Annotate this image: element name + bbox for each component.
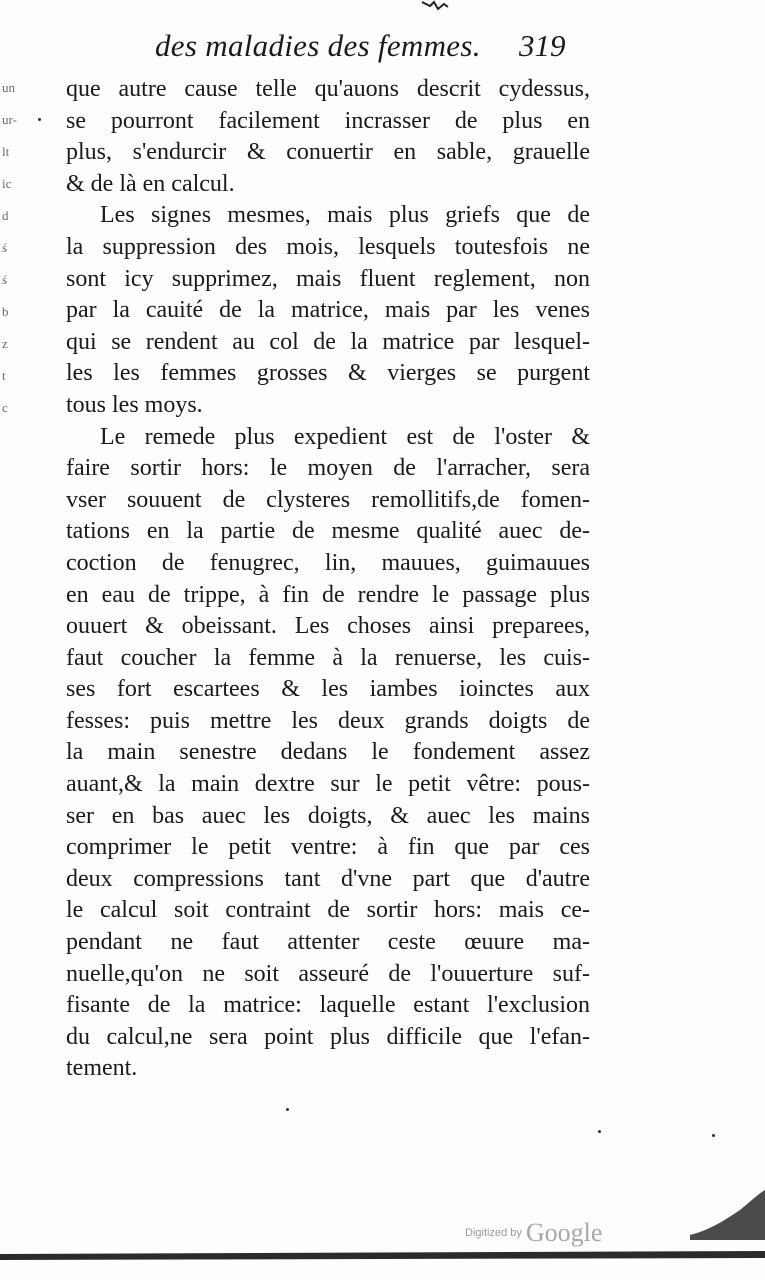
margin-fragment: c: [2, 400, 8, 415]
running-title: des maladies des femmes.: [155, 28, 481, 63]
text-line: comprimer le petit ventre: à fin que par ces: [66, 834, 590, 861]
text-line: auant,& la main dextre sur le petit vêtre: pous-: [66, 771, 590, 798]
text-line: faire sortir hors: le moyen de l'arracher, sera: [66, 455, 590, 482]
text-line: vser souuent de clysteres remollitifs,de fomen-: [66, 486, 590, 513]
text-line: la suppression des mois, lesquels toutesfois ne: [66, 233, 590, 260]
text-line: plus, s'endurcir & conuertir en sable, grauelle: [66, 139, 590, 166]
ink-speck: [598, 1130, 601, 1133]
margin-fragment: lt: [2, 144, 10, 159]
text-line: du calcul,ne sera point plus difficile que l'efan-: [66, 1023, 590, 1050]
body-text: [66, 74, 590, 1085]
text-line: que autre cause telle qu'auons descrit cydessus,: [66, 76, 590, 102]
text-line: & de là en calcul.: [66, 170, 235, 197]
google-wordmark: Google: [525, 1218, 603, 1247]
page-number: 319: [519, 28, 566, 63]
text-line: fesses: puis mettre les deux grands doigts de: [66, 707, 590, 734]
digitized-by-label: Digitized by: [465, 1227, 522, 1239]
digitized-watermark: [465, 1218, 602, 1248]
top-ink-mark: [420, 0, 450, 14]
text-line: qui se rendent au col de la matrice par lesquel-: [66, 328, 590, 355]
bottom-edge-shadow: [0, 1248, 765, 1262]
text-line: tations en la partie de mesme qualité auec de-: [66, 518, 590, 545]
text-line: se pourront facilement incrasser de plus en: [66, 107, 590, 134]
text-line: coction de fenugrec, lin, mauues, guimauues: [66, 549, 590, 576]
text-line: tous les moys.: [66, 391, 203, 418]
ink-speck: [286, 1108, 289, 1111]
text-line: faut coucher la femme à la renuerse, les cuis-: [66, 644, 590, 671]
text-line: Les signes mesmes, mais plus griefs que de: [100, 202, 590, 229]
margin-fragment: ic: [2, 176, 12, 191]
ink-speck: [38, 118, 41, 121]
text-line: nuelle,qu'on ne soit asseuré de l'ouuerture suf-: [66, 960, 590, 987]
running-head: [155, 28, 595, 68]
corner-smudge: [690, 1180, 765, 1240]
text-line: sont icy supprimez, mais fluent reglement, non: [66, 265, 590, 292]
text-line: ses fort escartees & les iambes ioinctes aux: [66, 676, 590, 703]
margin-fragment: t: [2, 368, 6, 383]
text-line: la main senestre dedans le fondement assez: [66, 739, 590, 766]
margin-fragment: z: [2, 336, 8, 351]
text-line: tement.: [66, 1055, 138, 1082]
text-line: en eau de trippe, à fin de rendre le passage plus: [66, 581, 590, 608]
margin-fragment: d: [2, 208, 9, 223]
text-line: ser en bas auec les doigts, & auec les mains: [66, 802, 590, 829]
text-line: fisante de la matrice: laquelle estant l'exclusion: [66, 992, 590, 1019]
margin-fragment: b: [2, 304, 9, 319]
margin-fragment: ś: [2, 272, 8, 287]
ink-speck: [712, 1134, 715, 1137]
margin-fragment: ś: [2, 240, 8, 255]
text-line: le calcul soit contraint de sortir hors: mais ce-: [66, 897, 590, 924]
text-line: par la cauité de la matrice, mais par les venes: [66, 297, 590, 324]
text-line: pendant ne faut attenter ceste œuure ma-: [66, 929, 590, 956]
text-line: deux compressions tant d'vne part que d'autre: [66, 865, 590, 892]
text-line: Le remede plus expedient est de l'oster &: [100, 423, 590, 450]
margin-fragment: un: [2, 80, 15, 95]
margin-fragment: ur-: [2, 112, 17, 127]
text-line: ouuert & obeissant. Les choses ainsi preparees,: [66, 613, 590, 640]
text-line: les les femmes grosses & vierges se purgent: [66, 360, 590, 387]
